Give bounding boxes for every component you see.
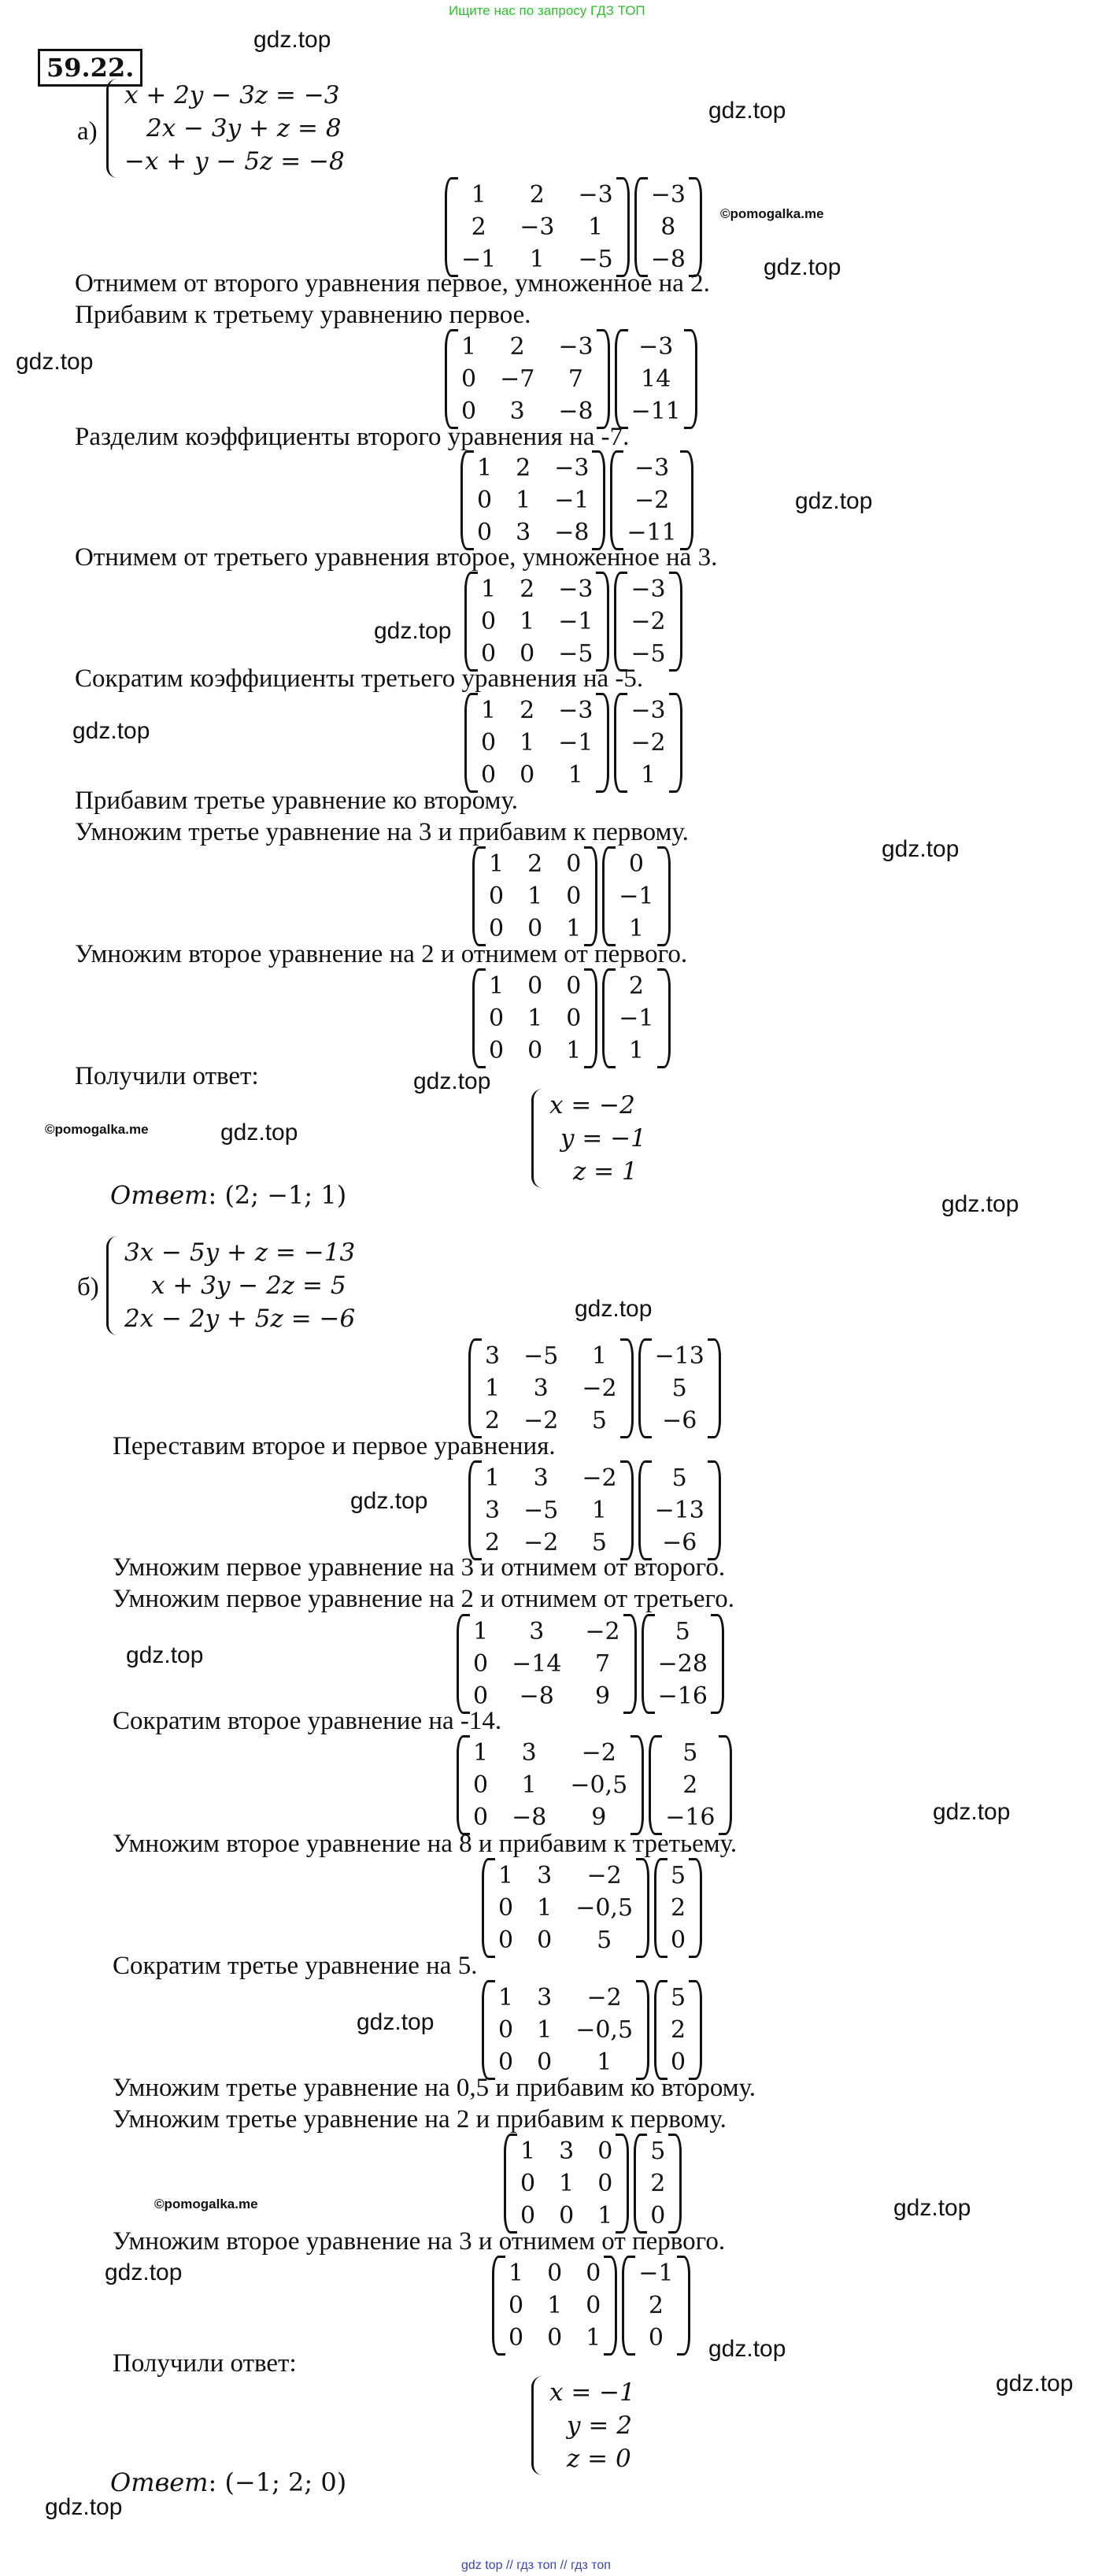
matrix-cell: −14	[512, 1650, 562, 1678]
matrix-cell: −3	[578, 181, 613, 209]
answer-value: : (−1; 2; 0)	[208, 2467, 347, 2497]
rhs-vector	[602, 846, 670, 946]
copyright: ©pomogalka.me	[720, 206, 824, 221]
step-text: Переставим второе и первое уравнения.	[113, 1432, 556, 1460]
matrix-cell: 2	[650, 2170, 666, 2197]
watermark: gdz.top	[126, 1642, 204, 1668]
matrix-cell: 3	[485, 1342, 501, 1370]
copyright: ©pomogalka.me	[154, 2197, 258, 2211]
matrix-cell: 2	[671, 2016, 686, 2044]
augmented-matrix	[445, 329, 697, 429]
matrix-cell: 3	[533, 1375, 549, 1402]
matrix-cell: 1	[628, 915, 644, 942]
matrix-cell: 0	[489, 1037, 505, 1064]
matrix-cell: 0	[527, 915, 543, 942]
coefficient-matrix	[492, 2256, 617, 2356]
rhs-vector	[634, 177, 702, 277]
result-y: y = 2	[567, 2411, 632, 2440]
coefficient-matrix	[504, 2134, 629, 2234]
matrix-cell: 5	[591, 1529, 607, 1556]
matrix-cell: 0	[489, 1005, 505, 1032]
equation: −x + y − 5z = −8	[124, 147, 345, 176]
part-b-result	[531, 2376, 635, 2475]
equation: x + 3y − 2z = 5	[151, 1271, 346, 1300]
matrix-cell: 0	[671, 1926, 686, 1954]
matrix-cell: 0	[461, 365, 477, 393]
rhs-vector	[638, 1460, 721, 1560]
matrix-cell: 5	[591, 1407, 607, 1434]
matrix-cell: −7	[500, 365, 535, 393]
matrix-cell: −8	[512, 1804, 547, 1831]
top-banner[interactable]: Ищите нас по запросу ГДЗ ТОП	[449, 3, 645, 18]
matrix-cell: 1	[477, 454, 493, 482]
matrix-cell: 1	[586, 2324, 601, 2352]
watermark: gdz.top	[893, 2195, 971, 2221]
matrix-cell: −2	[586, 1984, 622, 2012]
problem-number: 59.22.	[38, 49, 142, 87]
matrix-cell: −28	[657, 1650, 708, 1678]
matrix-cell: 1	[597, 2049, 612, 2076]
matrix-cell: 1	[527, 1005, 543, 1032]
equation: 2x − 2y + 5z = −6	[124, 1305, 356, 1333]
matrix-cell: 0	[566, 850, 582, 878]
matrix-cell: −0,5	[570, 1771, 628, 1799]
augmented-matrix	[492, 2256, 690, 2356]
matrix-cell: 0	[481, 729, 497, 757]
matrix-cell: 0	[586, 2292, 601, 2319]
watermark: gdz.top	[16, 349, 94, 375]
part-a-answer	[110, 1179, 346, 1212]
matrix-cell: 0	[537, 1926, 553, 1954]
matrix-cell: −13	[654, 1497, 704, 1524]
matrix-cell: 0	[566, 972, 582, 1000]
matrix-cell: 5	[675, 1618, 690, 1645]
matrix-cell: 1	[520, 608, 535, 635]
matrix-cell: −2	[523, 1529, 559, 1556]
matrix-cell: 1	[547, 2292, 563, 2319]
result-x: x = −1	[549, 2378, 635, 2407]
coefficient-matrix	[472, 968, 597, 1068]
coefficient-matrix	[445, 177, 630, 277]
bottom-banner[interactable]: gdz top // гдз топ // гдз топ	[461, 2559, 611, 2572]
matrix-cell: 0	[508, 2324, 524, 2352]
step-text: Прибавим к третьему уравнению первое.	[75, 301, 531, 329]
rhs-vector	[610, 450, 693, 550]
matrix-cell: 9	[594, 1682, 611, 1710]
matrix-cell: −6	[662, 1407, 697, 1434]
matrix-cell: 1	[473, 1739, 489, 1767]
matrix-cell: −8	[554, 519, 590, 546]
matrix-cell: −2	[582, 1464, 617, 1492]
augmented-matrix	[482, 1980, 702, 2080]
part-b-system	[106, 1236, 355, 1335]
rhs-vector	[642, 1614, 724, 1714]
matrix-cell: 1	[588, 213, 604, 241]
matrix-cell: −2	[631, 608, 666, 635]
matrix-cell: −8	[650, 246, 686, 273]
matrix-cell: 0	[498, 2016, 514, 2044]
matrix-cell: 0	[547, 2324, 563, 2352]
result-y: y = −1	[560, 1124, 646, 1153]
matrix-cell: 1	[481, 576, 497, 603]
coefficient-matrix	[464, 693, 609, 793]
matrix-cell: 2	[516, 454, 531, 482]
step-text: Умножим третье уравнение на 3 и прибавим к первому.	[75, 818, 689, 846]
matrix-cell: −3	[631, 697, 666, 724]
matrix-cell: 0	[520, 761, 535, 789]
matrix-cell: −1	[619, 1005, 654, 1032]
matrix-cell: −3	[554, 454, 590, 482]
step-text: Разделим коэффициенты второго уравнения на -7.	[75, 423, 630, 451]
augmented-matrix	[468, 1338, 721, 1438]
matrix-cell: 0	[559, 2202, 575, 2230]
matrix-cell: 1	[485, 1375, 501, 1402]
augmented-matrix	[482, 1858, 702, 1958]
matrix-cell: 2	[520, 576, 535, 603]
matrix-cell: 1	[559, 2170, 575, 2197]
rhs-vector	[602, 968, 670, 1068]
matrix-cell: 1	[628, 1037, 644, 1064]
step-text: Умножим третье уравнение на 0,5 и прибавим ко второму.	[113, 2074, 756, 2102]
matrix-cell: 0	[477, 487, 493, 514]
matrix-cell: 3	[521, 1739, 537, 1767]
matrix-cell: 1	[473, 1618, 489, 1645]
watermark: gdz.top	[72, 718, 150, 744]
matrix-cell: −5	[523, 1342, 559, 1370]
matrix-cell: 2	[529, 181, 545, 209]
matrix-cell: −11	[627, 519, 677, 546]
watermark: gdz.top	[708, 2336, 786, 2362]
matrix-cell: 0	[520, 640, 535, 668]
matrix-cell: 0	[547, 2260, 563, 2287]
matrix-cell: 0	[527, 972, 543, 1000]
matrix-cell: −2	[586, 1862, 622, 1889]
watermark: gdz.top	[575, 1296, 653, 1322]
matrix-cell: 0	[473, 1804, 489, 1831]
matrix-cell: 0	[461, 398, 477, 425]
matrix-cell: 0	[527, 1037, 543, 1064]
matrix-cell: 5	[597, 1926, 612, 1954]
augmented-matrix	[468, 1460, 721, 1560]
matrix-cell: 2	[485, 1407, 501, 1434]
equation: 3x − 5y + z = −13	[124, 1238, 356, 1267]
part-a-label: а)	[77, 117, 98, 146]
matrix-cell: 1	[527, 883, 543, 910]
matrix-cell: 1	[597, 2202, 613, 2230]
matrix-cell: 0	[520, 2170, 536, 2197]
matrix-cell: −1	[638, 2260, 674, 2287]
matrix-cell: 1	[566, 1037, 582, 1064]
coefficient-matrix	[472, 846, 597, 946]
matrix-cell: 0	[481, 608, 497, 635]
matrix-cell: 0	[473, 1650, 489, 1678]
matrix-cell: −3	[650, 181, 686, 209]
matrix-cell: 0	[489, 883, 505, 910]
matrix-cell: 5	[671, 1862, 686, 1889]
matrix-cell: −3	[558, 333, 594, 361]
matrix-cell: −2	[581, 1739, 616, 1767]
answer-value: : (2; −1; 1)	[208, 1180, 347, 1210]
matrix-cell: 2	[527, 850, 543, 878]
rhs-vector	[614, 693, 682, 793]
matrix-cell: −3	[631, 576, 666, 603]
matrix-cell: −5	[578, 246, 613, 273]
matrix-cell: 3	[516, 519, 531, 546]
watermark: gdz.top	[220, 1120, 298, 1146]
matrix-cell: 1	[520, 729, 535, 757]
rhs-vector	[638, 1338, 721, 1438]
matrix-cell: 0	[508, 2292, 524, 2319]
matrix-cell: 0	[671, 2049, 686, 2076]
watermark: gdz.top	[882, 836, 960, 862]
matrix-cell: 1	[521, 1771, 537, 1799]
matrix-cell: −3	[638, 333, 674, 361]
matrix-cell: 1	[471, 181, 486, 209]
matrix-cell: 3	[533, 1464, 549, 1492]
matrix-cell: 0	[473, 1682, 489, 1710]
matrix-cell: 0	[648, 2324, 664, 2352]
matrix-cell: 0	[498, 1894, 514, 1922]
step-text: Отнимем от второго уравнения первое, умноженное на 2.	[75, 269, 710, 298]
matrix-cell: −0,5	[575, 2016, 634, 2044]
matrix-cell: −8	[519, 1682, 554, 1710]
matrix-cell: 5	[682, 1739, 698, 1767]
part-b-answer	[110, 2466, 346, 2499]
watermark: gdz.top	[45, 2494, 123, 2520]
matrix-cell: −5	[558, 640, 594, 668]
matrix-cell: 5	[671, 1984, 686, 2012]
matrix-cell: 0	[597, 2137, 613, 2165]
coefficient-matrix	[482, 1858, 649, 1958]
coefficient-matrix	[457, 1735, 644, 1835]
matrix-cell: 2	[520, 697, 535, 724]
matrix-cell: 0	[566, 1005, 582, 1032]
answer-label: Ответ	[110, 2467, 209, 2497]
matrix-cell: 1	[568, 761, 583, 789]
part-a-result	[531, 1089, 646, 1188]
augmented-matrix	[472, 846, 671, 946]
matrix-cell: 0	[650, 2202, 666, 2230]
matrix-cell: −3	[634, 454, 670, 482]
matrix-cell: −2	[634, 487, 670, 514]
matrix-cell: 0	[498, 2049, 514, 2076]
matrix-cell: 5	[650, 2137, 666, 2165]
step-text: Умножим третье уравнение на 2 и прибавим к первому.	[113, 2105, 727, 2134]
result-z: z = 1	[573, 1157, 638, 1186]
step-text: Умножим второе уравнение на 2 и отнимем от первого.	[75, 940, 688, 968]
rhs-vector	[654, 1980, 702, 2080]
augmented-matrix	[464, 572, 682, 672]
matrix-cell: −5	[631, 640, 666, 668]
matrix-cell: 1	[591, 1342, 607, 1370]
matrix-cell: −0,5	[575, 1894, 634, 1922]
matrix-cell: 0	[498, 1926, 514, 1954]
coefficient-matrix	[460, 450, 605, 550]
matrix-cell: 1	[537, 1894, 553, 1922]
rhs-vector	[622, 2256, 690, 2356]
augmented-matrix	[464, 693, 682, 793]
matrix-cell: 0	[520, 2202, 536, 2230]
step-text: Получили ответ:	[75, 1062, 259, 1090]
watermark: gdz.top	[996, 2371, 1074, 2396]
matrix-cell: 7	[594, 1650, 611, 1678]
matrix-cell: 1	[591, 1497, 607, 1524]
matrix-cell: 1	[498, 1984, 514, 2012]
watermark: gdz.top	[933, 1799, 1011, 1825]
result-x: x = −2	[549, 1091, 635, 1120]
matrix-cell: 0	[537, 2049, 553, 2076]
step-text: Умножим первое уравнение на 3 и отнимем от второго.	[113, 1553, 726, 1582]
matrix-cell: 3	[529, 1618, 545, 1645]
matrix-cell: 0	[481, 761, 497, 789]
rhs-vector	[649, 1735, 731, 1835]
part-b-label: б)	[77, 1273, 99, 1301]
equation: 2x − 3y + z = 8	[146, 114, 342, 142]
matrix-cell: −1	[619, 883, 654, 910]
matrix-cell: 1	[516, 487, 531, 514]
watermark: gdz.top	[253, 27, 331, 53]
matrix-cell: −2	[631, 729, 666, 757]
matrix-cell: −13	[654, 1342, 704, 1370]
augmented-matrix	[445, 177, 702, 277]
watermark: gdz.top	[357, 2009, 435, 2035]
matrix-cell: 3	[537, 1862, 553, 1889]
step-text: Сократим коэффициенты третьего уравнения на -5.	[75, 664, 644, 693]
matrix-cell: −3	[558, 576, 594, 603]
rhs-vector	[654, 1858, 702, 1958]
watermark: gdz.top	[350, 1488, 428, 1514]
matrix-cell: −6	[662, 1529, 697, 1556]
matrix-cell: 14	[641, 365, 671, 393]
step-text: Прибавим третье уравнение ко второму.	[75, 786, 518, 815]
matrix-cell: 1	[481, 697, 497, 724]
step-text: Умножим первое уравнение на 2 и отнимем от третьего.	[113, 1585, 734, 1613]
matrix-cell: 3	[485, 1497, 501, 1524]
matrix-cell: 1	[529, 246, 545, 273]
matrix-cell: −11	[631, 398, 681, 425]
matrix-cell: 0	[473, 1771, 489, 1799]
matrix-cell: 1	[461, 333, 477, 361]
coefficient-matrix	[468, 1338, 634, 1438]
watermark: gdz.top	[105, 2260, 183, 2285]
matrix-cell: 5	[671, 1375, 687, 1402]
matrix-cell: 1	[508, 2260, 524, 2287]
matrix-cell: 0	[481, 640, 497, 668]
augmented-matrix	[457, 1735, 732, 1835]
augmented-matrix	[460, 450, 693, 550]
part-a-system	[106, 79, 345, 178]
step-text: Умножим второе уравнение на 3 и отнимем от первого.	[113, 2227, 726, 2256]
matrix-cell: −1	[558, 729, 594, 757]
coefficient-matrix	[445, 329, 610, 429]
matrix-cell: 9	[591, 1804, 607, 1831]
matrix-cell: 0	[489, 915, 505, 942]
matrix-cell: −2	[585, 1618, 620, 1645]
step-text: Получили ответ:	[113, 2349, 297, 2378]
watermark: gdz.top	[764, 254, 841, 280]
step-text: Сократим третье уравнение на 5.	[113, 1952, 478, 1980]
answer-label: Ответ	[110, 1180, 209, 1210]
matrix-cell: 2	[509, 333, 525, 361]
copyright: ©pomogalka.me	[45, 1122, 149, 1137]
matrix-cell: −2	[523, 1407, 559, 1434]
matrix-cell: 8	[660, 213, 676, 241]
matrix-cell: 1	[566, 915, 582, 942]
matrix-cell: 0	[586, 2260, 601, 2287]
matrix-cell: 1	[520, 2137, 536, 2165]
matrix-cell: 3	[559, 2137, 575, 2165]
augmented-matrix	[504, 2134, 682, 2234]
matrix-cell: 7	[568, 365, 583, 393]
matrix-cell: 1	[489, 850, 505, 878]
coefficient-matrix	[464, 572, 609, 672]
augmented-matrix	[457, 1614, 724, 1714]
watermark: gdz.top	[795, 488, 873, 514]
matrix-cell: −3	[520, 213, 555, 241]
watermark: gdz.top	[941, 1191, 1019, 1217]
matrix-cell: 2	[485, 1529, 501, 1556]
matrix-cell: 1	[485, 1464, 501, 1492]
matrix-cell: −8	[558, 398, 594, 425]
matrix-cell: 1	[640, 761, 656, 789]
matrix-cell: 0	[477, 519, 493, 546]
result-z: z = 0	[567, 2445, 631, 2473]
matrix-cell: −3	[558, 697, 594, 724]
matrix-cell: 2	[682, 1771, 698, 1799]
matrix-cell: −16	[665, 1804, 716, 1831]
watermark: gdz.top	[708, 98, 786, 124]
rhs-vector	[615, 329, 697, 429]
coefficient-matrix	[468, 1460, 634, 1560]
matrix-cell: 3	[509, 398, 525, 425]
matrix-cell: 1	[498, 1862, 514, 1889]
augmented-matrix	[472, 968, 671, 1068]
matrix-cell: −1	[554, 487, 590, 514]
watermark: gdz.top	[374, 618, 452, 644]
matrix-cell: −16	[657, 1682, 708, 1710]
matrix-cell: 5	[671, 1464, 687, 1492]
coefficient-matrix	[482, 1980, 649, 2080]
matrix-cell: 2	[671, 1894, 686, 1922]
matrix-cell: 2	[628, 972, 644, 1000]
step-text: Отнимем от третьего уравнения второе, умноженное на 3.	[75, 543, 718, 572]
matrix-cell: −5	[523, 1497, 559, 1524]
coefficient-matrix	[457, 1614, 637, 1714]
equation: x + 2y − 3z = −3	[124, 81, 340, 109]
matrix-cell: 1	[489, 972, 505, 1000]
matrix-cell: 3	[537, 1984, 553, 2012]
matrix-cell: 0	[566, 883, 582, 910]
matrix-cell: −1	[461, 246, 497, 273]
matrix-cell: 0	[597, 2170, 613, 2197]
matrix-cell: −1	[558, 608, 594, 635]
matrix-cell: 0	[628, 850, 644, 878]
rhs-vector	[634, 2134, 682, 2234]
step-text: Сократим второе уравнение на -14.	[113, 1707, 502, 1735]
matrix-cell: 1	[537, 2016, 553, 2044]
matrix-cell: −2	[582, 1375, 617, 1402]
rhs-vector	[614, 572, 682, 672]
matrix-cell: 2	[471, 213, 486, 241]
watermark: gdz.top	[413, 1068, 491, 1094]
matrix-cell: 2	[648, 2292, 664, 2319]
step-text: Умножим второе уравнение на 8 и прибавим к третьему.	[113, 1830, 738, 1858]
